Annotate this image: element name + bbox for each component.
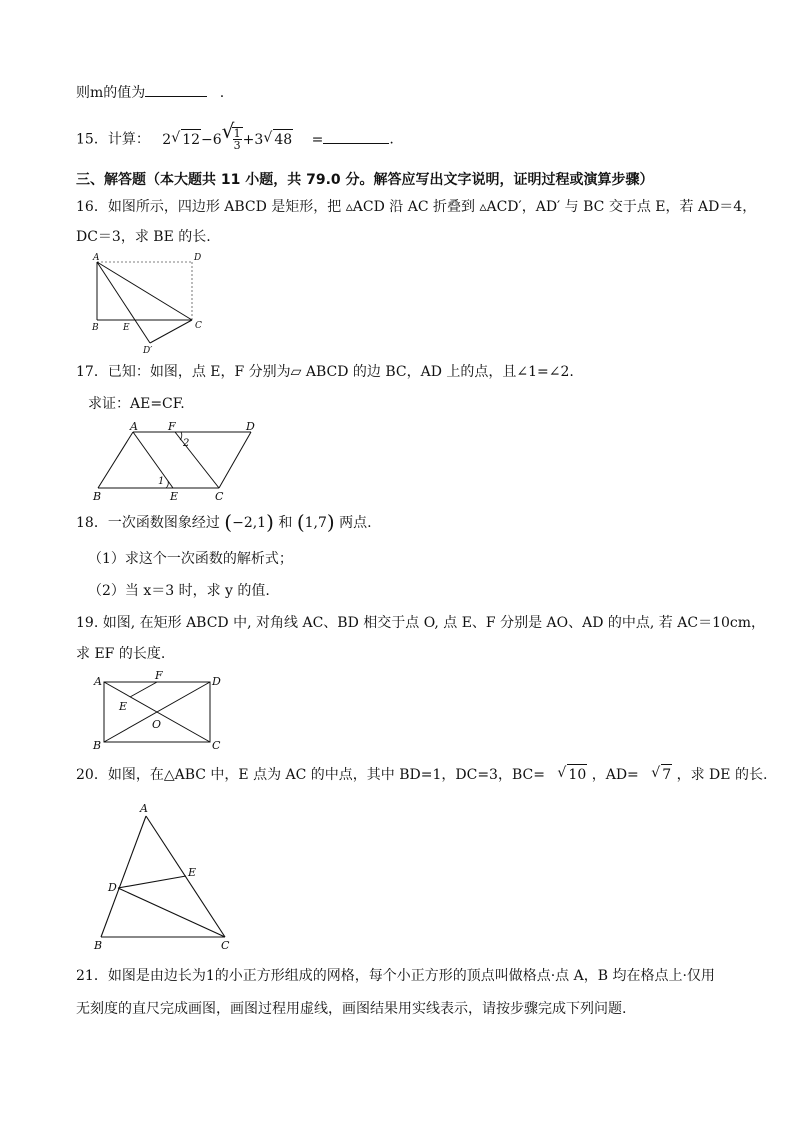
sqrt-10: √ 10 xyxy=(557,765,587,783)
q18-point-1: (−2,1) xyxy=(224,510,274,534)
q17-label-a: A xyxy=(130,420,138,433)
q21-line-2: 无刻度的直尺完成画图，画图过程用虚线，画图结果用实线表示，请按步骤完成下列问题. xyxy=(76,1001,627,1017)
q18-sub-2: （2）当 x＝3 时，求 y 的值. xyxy=(88,583,270,599)
q15-expression xyxy=(162,119,297,152)
q18-text-b: 两点. xyxy=(339,515,372,531)
q15-line xyxy=(76,119,394,152)
q15-end: . xyxy=(389,131,394,148)
q17-label-e: E xyxy=(170,490,179,503)
q17-label-b: B xyxy=(93,490,102,503)
section-3-heading: 三、解答题（本大题共 11 小题，共 79.0 分。解答应写出文字说明，证明过程或演算步骤） xyxy=(76,172,654,188)
q17-line-2: 求证：AE=CF. xyxy=(88,396,185,412)
q17-label-f: F xyxy=(168,420,176,433)
q20-label-d: D xyxy=(108,881,117,894)
q18-text-mid: 和 xyxy=(278,515,293,531)
sqrt-48: √ 48 xyxy=(263,129,293,148)
q18-line-1 xyxy=(76,512,372,533)
q20-line xyxy=(76,764,767,785)
q20-text-a: 20．如图，在△ABC 中，E 点为 AC 的中点，其中 BD=1，DC=3，BC= xyxy=(76,767,545,783)
q15-coef-1: 2 xyxy=(162,131,172,148)
q16-label-b: B xyxy=(92,323,99,333)
q15-equals: = xyxy=(311,131,324,148)
q20-text-c: ，求 DE 的长. xyxy=(676,767,768,783)
q17-angle-1: 1 xyxy=(158,476,165,487)
q19-label-b: B xyxy=(93,739,102,752)
q17-line-1: 17．已知：如图，点 E，F 分别为▱ ABCD 的边 BC，AD 上的点，且∠1=∠2. xyxy=(76,364,574,380)
q17-angle-2: 2 xyxy=(183,438,190,449)
q16-label-d: D xyxy=(194,253,202,263)
q19-label-c: C xyxy=(212,739,221,752)
q19-line-1: 19. 如图, 在矩形 ABCD 中, 对角线 AC、BD 相交于点 O, 点 E、F 分别是 AO、AD 的中点, 若 AC＝10cm， xyxy=(76,615,766,631)
q19-label-d: D xyxy=(212,675,221,688)
q16-label-a: A xyxy=(93,253,100,263)
q18-point-2: (1,7) xyxy=(296,510,335,534)
answer-blank xyxy=(323,129,389,144)
q20-label-b: B xyxy=(94,939,103,952)
q18-sub-1: （1）求这个一次函数的解析式； xyxy=(88,551,293,567)
q15-label: 15．计算： xyxy=(76,131,150,148)
q19-label-o: O xyxy=(152,718,162,731)
sqrt-12: √ 12 xyxy=(171,129,201,148)
q19-label-e: E xyxy=(119,700,128,713)
q16-line-2: DC＝3，求 BE 的长. xyxy=(76,229,211,245)
q16-label-e: E xyxy=(123,323,130,333)
sqrt-7: √ 7 xyxy=(651,765,672,783)
q14-tail-line xyxy=(76,82,224,103)
q19-label-a: A xyxy=(94,675,102,688)
q20-text-b: ，AD= xyxy=(591,767,639,783)
q21-line-1: 21．如图是由边长为1的小正方形组成的网格，每个小正方形的顶点叫做格点·点 A，B 均在格点上·仅用 xyxy=(76,968,715,984)
q16-label-d-prime: D′ xyxy=(143,346,153,356)
q15-op-1: −6 xyxy=(201,131,222,148)
q18-text-a: 18．一次函数图象经过 xyxy=(76,515,220,531)
answer-blank xyxy=(145,82,207,97)
q17-figure xyxy=(88,418,268,504)
q20-figure xyxy=(88,800,243,955)
q15-op-2: +3 xyxy=(242,131,264,148)
q19-line-2: 求 EF 的长度. xyxy=(76,646,166,662)
q17-label-d: D xyxy=(246,420,255,433)
q14-tail-end: . xyxy=(219,85,225,101)
q20-label-e: E xyxy=(188,866,197,879)
q20-label-c: C xyxy=(221,939,230,952)
q16-label-c: C xyxy=(195,321,202,331)
q14-tail-text: 则m的值为 xyxy=(76,85,146,101)
sqrt-fraction: √ $\frac{1}{3}$ xyxy=(221,119,241,152)
q16-line-1: 16．如图所示，四边形 ABCD 是矩形，把 ▵ACD 沿 AC 折叠到 ▵ACD′，AD′ 与 BC 交于点 E，若 AD＝4， xyxy=(76,199,757,215)
q17-label-c: C xyxy=(215,490,224,503)
q16-figure xyxy=(88,250,213,358)
q19-figure xyxy=(88,668,233,754)
q19-label-f: F xyxy=(155,669,163,682)
q20-label-a: A xyxy=(140,802,148,815)
